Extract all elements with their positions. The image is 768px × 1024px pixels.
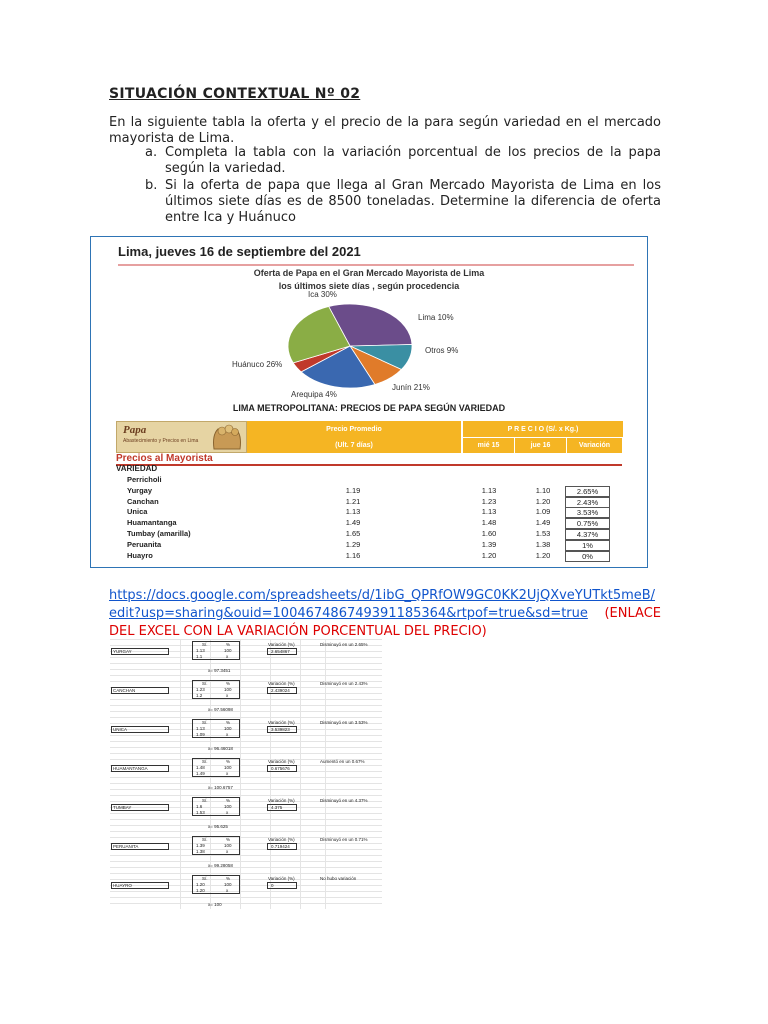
excel-result: x= 100 [208, 902, 222, 907]
row-variety-name: Canchan [127, 496, 159, 506]
grid-line [110, 795, 382, 796]
excel-variety-name: YURGAY [113, 649, 132, 654]
row-variety-name: Unica [127, 507, 148, 517]
excel-result: x= 97.56098 [208, 707, 233, 712]
excel-x: x [226, 771, 229, 776]
excel-price-2: 1.53 [196, 810, 205, 815]
excel-x: x [226, 693, 229, 698]
row-price-jue: 1.38 [535, 539, 551, 549]
pie-label-ica: Ica 30% [308, 290, 337, 299]
excel-screenshot [110, 639, 382, 909]
grid-line [110, 903, 382, 904]
row-price-average: 1.21 [345, 496, 361, 506]
excel-col-percent: % [226, 798, 231, 803]
excel-note: Disminuyó en un 4.37% [320, 798, 368, 803]
header-mie: mié 15 [462, 437, 514, 453]
grid-line [110, 789, 382, 790]
excel-variety-name: CANCHAN [113, 688, 136, 693]
row-price-jue: 1.53 [535, 529, 551, 538]
potato-sack-icon [210, 423, 244, 451]
grid-line [110, 831, 382, 832]
excel-variation-value: 2.654867 [271, 649, 290, 654]
column-header-variedad: VARIEDAD [116, 464, 158, 473]
excel-col-soles: S/. [202, 642, 208, 647]
list-item-a [145, 145, 661, 177]
excel-price-1: 1.13 [196, 648, 205, 653]
divider [118, 264, 634, 266]
excel-note: Disminuyó en un 2.43% [320, 681, 368, 686]
list-item-label: a. [145, 145, 158, 160]
excel-note: Aumentó en un 0.67% [320, 759, 365, 764]
excel-price-2: 1.49 [196, 771, 205, 776]
excel-result: x= 97.3451 [208, 668, 231, 673]
grid-line [110, 861, 382, 862]
excel-percent-100: 100 [224, 882, 232, 887]
grid-line [325, 639, 326, 909]
grid-line [110, 867, 382, 868]
excel-variation-label: Variación (%) [268, 681, 295, 686]
excel-variation-value: 0.675676 [271, 766, 290, 771]
row-price-average: 1.65 [345, 529, 361, 538]
grid-line [110, 855, 382, 856]
excel-percent-100: 100 [224, 843, 232, 848]
row-variety-name: Perricholi [127, 475, 162, 484]
pie-label-otros: Otros 9% [425, 346, 459, 355]
link-note: (ENLACE DEL EXCEL CON LA VARIACIÓN PORCENTUAL DEL PRECIO) [109, 606, 661, 639]
grid-line [180, 639, 181, 909]
list-item-label: b. [145, 178, 158, 193]
row-price-average: 1.16 [345, 550, 361, 560]
excel-price-2: 1.1 [196, 654, 203, 659]
excel-percent-100: 100 [224, 804, 232, 809]
excel-col-soles: S/. [202, 681, 208, 686]
grid-line [110, 753, 382, 754]
excel-price-2: 1.20 [196, 888, 205, 893]
divider [116, 464, 622, 466]
pie-label-junín: Junín 21% [392, 383, 430, 392]
excel-col-soles: S/. [202, 837, 208, 842]
row-price-jue: 1.10 [535, 485, 551, 495]
excel-variation-label: Variación (%) [268, 798, 295, 803]
excel-variation-label: Variación (%) [268, 720, 295, 725]
row-price-average: 1.13 [345, 507, 361, 517]
row-variety-name: Tumbay (amarilla) [127, 529, 191, 538]
grid-line [110, 699, 382, 700]
excel-x: x [226, 849, 229, 854]
row-price-mie: 1.60 [481, 529, 497, 538]
row-variation: 2.65% [565, 486, 610, 497]
excel-note: No hubo variación [320, 876, 357, 881]
row-variation: 0% [565, 551, 610, 562]
grid-line [110, 897, 382, 898]
excel-price-2: 1.09 [196, 732, 205, 737]
grid-line [110, 747, 382, 748]
pie-chart [280, 296, 430, 396]
excel-percent-100: 100 [224, 726, 232, 731]
pie-label-arequipa: Arequipa 4% [291, 390, 337, 399]
grid-line [110, 819, 382, 820]
excel-variety-name: PERUANITA [113, 844, 139, 849]
excel-col-percent: % [226, 681, 231, 686]
row-price-mie: 1.13 [481, 485, 497, 495]
grid-line [110, 825, 382, 826]
excel-note: Disminuyó en un 2.65% [320, 642, 368, 647]
list-item-text: Completa la tabla con la variación porcentual de los precios de la papa según la variedad. [165, 145, 661, 176]
excel-result: x= 99.28058 [208, 863, 233, 868]
grid-line [110, 705, 382, 706]
row-variation: 2.43% [565, 497, 610, 508]
grid-line [240, 639, 241, 909]
link-paragraph [109, 587, 661, 641]
list-item-b [145, 178, 661, 226]
row-price-average: 1.49 [345, 518, 361, 528]
row-variety-name: Yurgay [127, 485, 153, 495]
row-price-mie: 1.23 [481, 496, 497, 506]
excel-price-2: 1.2 [196, 693, 203, 698]
grid-line [110, 777, 382, 778]
logo-subtitle: Abastecimiento y Precios en Lima [123, 438, 199, 444]
excel-result: x= 95.625 [208, 824, 228, 829]
row-variety-name: Huayro [127, 550, 153, 560]
excel-col-soles: S/. [202, 759, 208, 764]
pie-title-line2: los últimos siete días , según procedencia [278, 281, 460, 291]
row-variation: 1% [565, 540, 610, 551]
excel-x: x [226, 888, 229, 893]
excel-result: x= 96.46018 [208, 746, 233, 751]
page-title: SITUACIÓN CONTEXTUAL Nº 02 [109, 86, 361, 102]
row-price-average: 1.19 [345, 485, 361, 495]
excel-variety-name: TUMBAY [113, 805, 132, 810]
list-item-text: Si la oferta de papa que llega al Gran Mercado Mayorista de Lima en los últimos siete días es de 8500 toneladas. Determine la diferencia de oferta entre Ica y Huánuco [165, 178, 661, 225]
grid-line [110, 717, 382, 718]
excel-price-1: 1.23 [196, 687, 205, 692]
row-variation: 3.53% [565, 507, 610, 518]
row-variety-name: Peruanita [127, 539, 162, 549]
excel-percent-100: 100 [224, 648, 232, 653]
grid-line [110, 813, 382, 814]
excel-x: x [226, 732, 229, 737]
grid-line [110, 741, 382, 742]
grid-line [110, 663, 382, 664]
excel-variation-value: 3.539823 [271, 727, 290, 732]
excel-variation-label: Variación (%) [268, 642, 295, 647]
pie-label-lima: Lima 10% [418, 313, 454, 322]
excel-price-1: 1.13 [196, 726, 205, 731]
grid-line [110, 669, 382, 670]
logo-word: Papa [123, 424, 147, 436]
row-price-jue: 1.49 [535, 518, 551, 528]
excel-percent-100: 100 [224, 687, 232, 692]
grid-line [270, 639, 271, 909]
row-price-average: 1.29 [345, 539, 361, 549]
excel-variety-name: HUAMANTANGA [113, 766, 148, 771]
header-jue: jue 16 [514, 437, 566, 453]
excel-note: Disminuyó en un 0.71% [320, 837, 368, 842]
row-price-mie: 1.13 [481, 507, 497, 517]
pie-label-huánuco: Huánuco 26% [232, 360, 283, 369]
row-price-jue: 1.09 [535, 507, 551, 517]
excel-variation-value: 4.375 [271, 805, 283, 810]
grid-line [110, 675, 382, 676]
spreadsheet-link[interactable]: https://docs.google.com/spreadsheets/d/1ibG_QPRfOW9GC0KK2UjQXveYUTkt5meB/edit?usp=sharing&ouid=100467486749391185364&rtpof=true&sd=true [109, 588, 656, 621]
excel-x: x [226, 654, 229, 659]
figure-date: Lima, jueves 16 de septiembre del 2021 [118, 244, 361, 259]
excel-price-2: 1.38 [196, 849, 205, 854]
row-price-mie: 1.20 [481, 550, 497, 560]
excel-variation-label: Variación (%) [268, 876, 295, 881]
excel-variation-value: 0 [271, 883, 274, 888]
grid-line [110, 891, 382, 892]
row-price-mie: 1.48 [481, 518, 497, 528]
grid-line [110, 639, 382, 640]
excel-x: x [226, 810, 229, 815]
grid-line [300, 639, 301, 909]
excel-col-soles: S/. [202, 720, 208, 725]
header-ult7: (Ult. 7 días) [247, 437, 461, 453]
excel-variation-value: 2.439024 [271, 688, 290, 693]
header-precio: P R E C I O (S/. x Kg.) [462, 421, 623, 437]
grid-line [110, 735, 382, 736]
excel-result: x= 100.6757 [208, 785, 233, 790]
row-variation: 0.75% [565, 518, 610, 529]
excel-variation-label: Variación (%) [268, 837, 295, 842]
grid-line [110, 783, 382, 784]
row-variation: 4.37% [565, 529, 610, 540]
excel-col-soles: S/. [202, 798, 208, 803]
row-price-jue: 1.20 [535, 550, 551, 560]
excel-col-percent: % [226, 642, 231, 647]
header-variacion: Variación [566, 437, 622, 453]
intro-paragraph: En la siguiente tabla la oferta y el precio de la para según variedad en el mercado mayorista de Lima. [109, 115, 661, 146]
excel-col-percent: % [226, 837, 231, 842]
excel-note: Disminuyó en un 3.53% [320, 720, 368, 725]
excel-variety-name: HUAYRO [113, 883, 132, 888]
excel-variation-label: Variación (%) [268, 759, 295, 764]
grid-line [110, 873, 382, 874]
table-title: LIMA METROPOLITANA: PRECIOS DE PAPA SEGÚN VARIEDAD [232, 403, 506, 413]
excel-price-1: 1.6 [196, 804, 203, 809]
section-label: Precios al Mayorista [116, 453, 213, 464]
excel-col-percent: % [226, 759, 231, 764]
excel-variation-value: 0.719424 [271, 844, 290, 849]
excel-col-percent: % [226, 876, 231, 881]
excel-variety-name: UNICA [113, 727, 128, 732]
grid-line [110, 657, 382, 658]
header-precio-promedio: Precio Promedio [247, 421, 461, 437]
excel-price-1: 1.20 [196, 882, 205, 887]
excel-col-soles: S/. [202, 876, 208, 881]
pie-title-line1: Oferta de Papa en el Gran Mercado Mayorista de Lima [253, 268, 485, 278]
excel-col-percent: % [226, 720, 231, 725]
row-price-jue: 1.20 [535, 496, 551, 506]
excel-price-1: 1.39 [196, 843, 205, 848]
row-variety-name: Huamantanga [127, 518, 177, 528]
excel-percent-100: 100 [224, 765, 232, 770]
row-price-mie: 1.39 [481, 539, 497, 549]
excel-price-1: 1.48 [196, 765, 205, 770]
grid-line [110, 711, 382, 712]
